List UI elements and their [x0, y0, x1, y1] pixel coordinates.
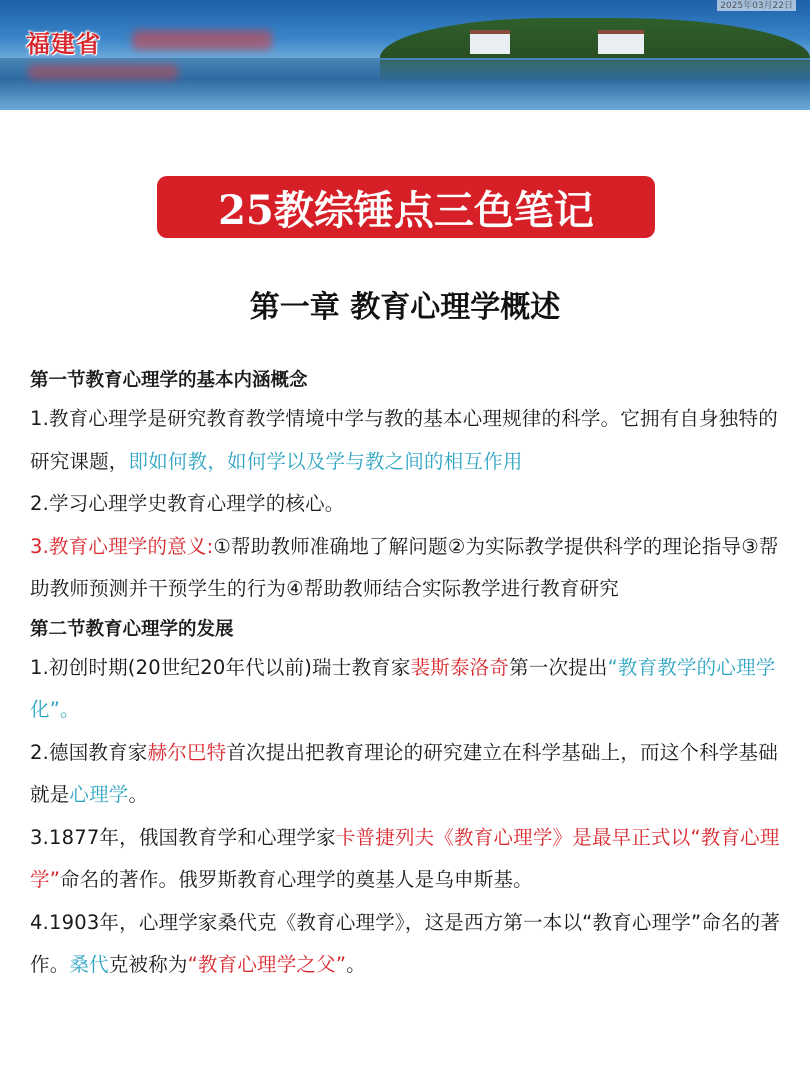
- notes-body: [30, 364, 782, 987]
- paragraph-text: 。: [128, 783, 149, 806]
- water-reflection: [380, 60, 810, 84]
- paragraph-text: 命名的著作。俄罗斯教育心理学的奠基人是乌申斯基。: [60, 868, 533, 891]
- paragraph-1-1: [30, 398, 782, 483]
- highlight-blue: 桑代: [69, 953, 109, 976]
- lakeside-building: [598, 30, 644, 54]
- paragraph-text: 4.1903年，心理学家桑代克《教育心理学》，这是西方第一本以“教育心理学”命名的著作。: [30, 910, 781, 976]
- section-heading-1: 第一节教育心理学的基本内涵概念: [30, 370, 308, 391]
- blurred-watermark-2: [28, 64, 178, 80]
- highlight-blue: “教育教学的心理学化”。: [30, 655, 776, 721]
- paragraph-text: 。: [346, 953, 366, 976]
- tree-line: [380, 18, 810, 58]
- chapter-heading: 第一章 教育心理学概述: [249, 290, 561, 325]
- paragraph-text: 首次提出把教育理论的研究建立在科学基础上，而这个科学基础就是: [30, 740, 778, 806]
- paragraph-2-4: [30, 902, 782, 987]
- highlight-red: “教育心理学之父”: [187, 953, 347, 976]
- paragraph-1-2: [30, 483, 782, 526]
- highlight-blue: 即如何教，如何学以及学与教之间的相互作用: [128, 449, 523, 473]
- paragraph-text: ①帮助教师准确地了解问题②为实际教学提供科学的理论指导③帮助教师预测并干预学生的行为④帮助教师结合实际教学进行教育研究: [30, 534, 779, 600]
- highlight-red: 卡普捷列夫《教育心理学》是最早正式以“教育心理学”: [30, 825, 780, 891]
- paragraph-2-1: [30, 647, 782, 732]
- highlight-red: 裴斯泰洛奇: [410, 655, 510, 679]
- highlight-red: 赫尔巴特: [147, 740, 227, 764]
- brand-logo-text: 福建省: [26, 29, 101, 58]
- paragraph-text: 3.1877年，俄国教育学和心理学家: [30, 825, 336, 849]
- highlight-blue: 心理学: [69, 783, 129, 806]
- banner-date: 2025年03月22日: [717, 0, 796, 11]
- paragraph-2-3: [30, 817, 782, 902]
- section-heading-2: 第二节教育心理学的发展: [30, 618, 234, 640]
- paragraph-text: 1.教育心理学是研究教育教学情境中学与教的基本心理规律的科学。它拥有自身独特的研究课题，: [30, 407, 778, 473]
- paragraph-2-2: [30, 732, 782, 817]
- paragraph-text: 第一次提出: [509, 655, 608, 679]
- blurred-watermark: [132, 30, 272, 50]
- highlight-red: 3.教育心理学的意义:: [30, 534, 214, 558]
- header-banner: [0, 0, 810, 110]
- pavilion-building: [470, 30, 510, 54]
- paragraph-text: 2.学习心理学史教育心理学的核心。: [30, 492, 345, 515]
- paragraph-text: 1.初创时期(20世纪20年代以前)瑞士教育家: [30, 655, 411, 679]
- page-title: 25教综锤点三色笔记: [157, 176, 655, 238]
- paragraph-text: 克被称为: [108, 953, 188, 976]
- paragraph-1-3: [30, 526, 782, 611]
- paragraph-text: 2.德国教育家: [30, 740, 148, 764]
